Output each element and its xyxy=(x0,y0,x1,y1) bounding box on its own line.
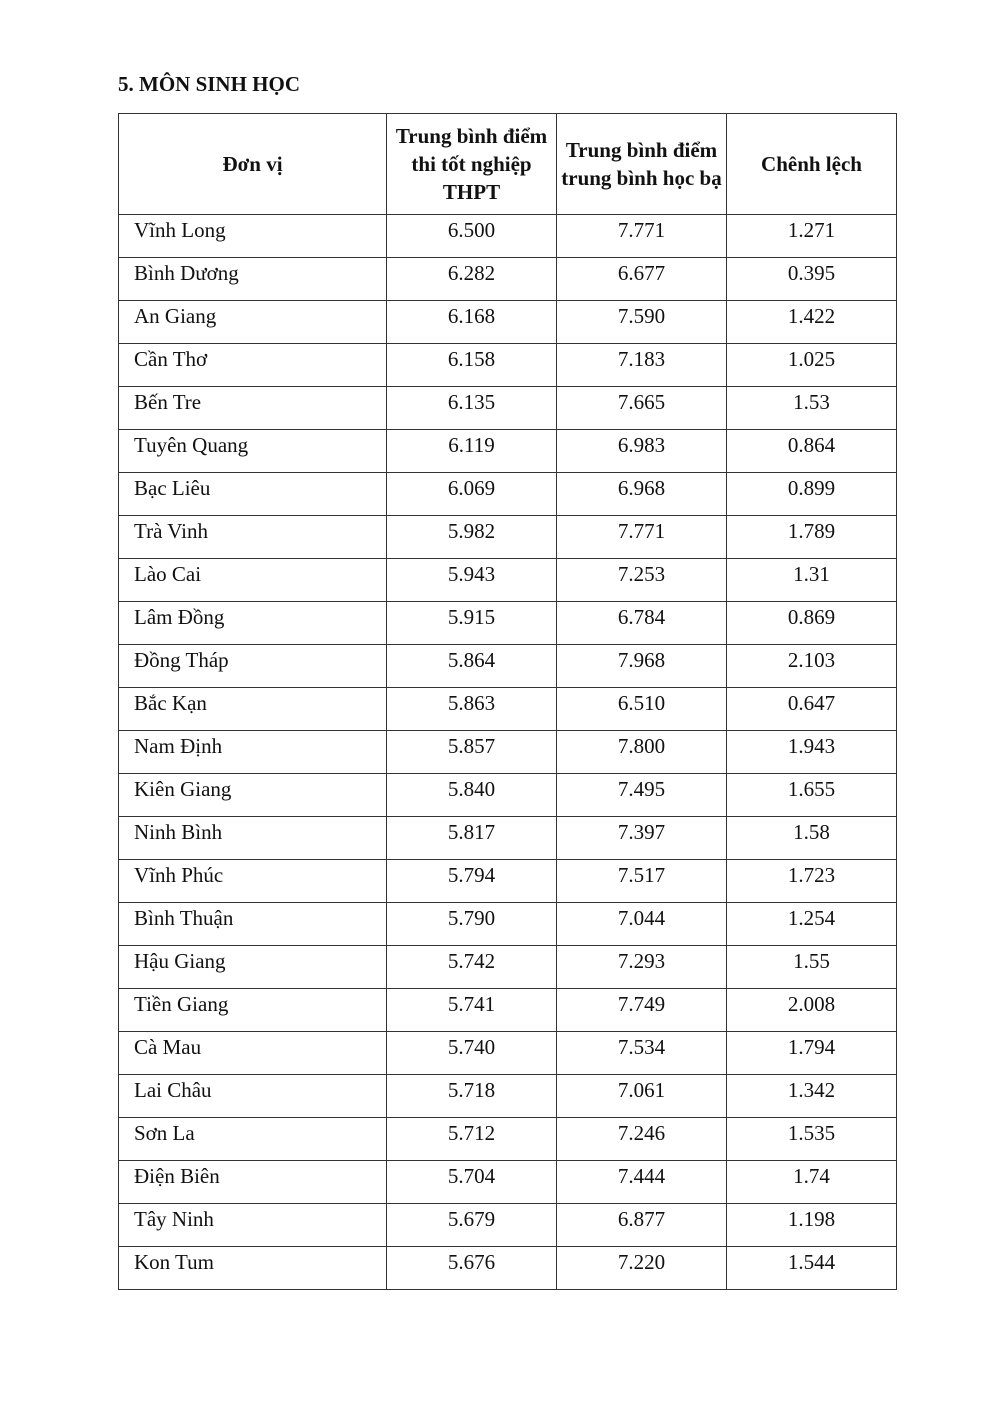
cell-unit: Kiên Giang xyxy=(119,774,387,817)
header-transcript-average: Trung bình điểm trung bình học bạ xyxy=(557,114,727,215)
table-row xyxy=(119,1161,897,1204)
cell-unit: Tây Ninh xyxy=(119,1204,387,1247)
table-row xyxy=(119,1204,897,1247)
cell-difference: 1.198 xyxy=(727,1204,897,1247)
cell-unit: Cần Thơ xyxy=(119,344,387,387)
table-row xyxy=(119,602,897,645)
cell-exam-average: 6.158 xyxy=(387,344,557,387)
cell-exam-average: 5.840 xyxy=(387,774,557,817)
cell-difference: 1.31 xyxy=(727,559,897,602)
cell-difference: 1.58 xyxy=(727,817,897,860)
table-row xyxy=(119,688,897,731)
cell-exam-average: 6.119 xyxy=(387,430,557,473)
cell-transcript-average: 7.495 xyxy=(557,774,727,817)
cell-unit: Điện Biên xyxy=(119,1161,387,1204)
table-row xyxy=(119,258,897,301)
cell-difference: 1.794 xyxy=(727,1032,897,1075)
cell-exam-average: 5.794 xyxy=(387,860,557,903)
cell-transcript-average: 7.771 xyxy=(557,215,727,258)
cell-difference: 2.008 xyxy=(727,989,897,1032)
table-row xyxy=(119,731,897,774)
cell-unit: An Giang xyxy=(119,301,387,344)
cell-exam-average: 5.790 xyxy=(387,903,557,946)
cell-difference: 2.103 xyxy=(727,645,897,688)
cell-transcript-average: 6.677 xyxy=(557,258,727,301)
cell-unit: Vĩnh Long xyxy=(119,215,387,258)
cell-unit: Hậu Giang xyxy=(119,946,387,989)
cell-transcript-average: 6.877 xyxy=(557,1204,727,1247)
cell-exam-average: 5.740 xyxy=(387,1032,557,1075)
cell-unit: Lai Châu xyxy=(119,1075,387,1118)
cell-exam-average: 5.864 xyxy=(387,645,557,688)
cell-exam-average: 5.943 xyxy=(387,559,557,602)
cell-transcript-average: 7.771 xyxy=(557,516,727,559)
cell-exam-average: 5.863 xyxy=(387,688,557,731)
header-row xyxy=(119,114,897,215)
header-difference: Chênh lệch xyxy=(727,114,897,215)
cell-transcript-average: 7.800 xyxy=(557,731,727,774)
cell-transcript-average: 6.983 xyxy=(557,430,727,473)
cell-difference: 1.723 xyxy=(727,860,897,903)
cell-unit: Bình Dương xyxy=(119,258,387,301)
cell-exam-average: 6.135 xyxy=(387,387,557,430)
table-row xyxy=(119,516,897,559)
cell-difference: 1.535 xyxy=(727,1118,897,1161)
table-row xyxy=(119,215,897,258)
table-row xyxy=(119,645,897,688)
cell-difference: 1.254 xyxy=(727,903,897,946)
cell-unit: Bắc Kạn xyxy=(119,688,387,731)
cell-difference: 1.342 xyxy=(727,1075,897,1118)
cell-exam-average: 6.069 xyxy=(387,473,557,516)
table-row xyxy=(119,946,897,989)
cell-unit: Bạc Liêu xyxy=(119,473,387,516)
cell-exam-average: 6.500 xyxy=(387,215,557,258)
cell-transcript-average: 7.293 xyxy=(557,946,727,989)
cell-exam-average: 5.718 xyxy=(387,1075,557,1118)
table-row xyxy=(119,1247,897,1290)
cell-exam-average: 6.168 xyxy=(387,301,557,344)
cell-transcript-average: 7.061 xyxy=(557,1075,727,1118)
table-row xyxy=(119,903,897,946)
table-row xyxy=(119,1075,897,1118)
cell-transcript-average: 7.253 xyxy=(557,559,727,602)
cell-transcript-average: 7.749 xyxy=(557,989,727,1032)
cell-difference: 0.647 xyxy=(727,688,897,731)
table-header xyxy=(119,114,897,215)
section-title: 5. MÔN SINH HỌC xyxy=(118,72,301,96)
table-row xyxy=(119,774,897,817)
table-row xyxy=(119,817,897,860)
cell-exam-average: 5.712 xyxy=(387,1118,557,1161)
cell-transcript-average: 7.444 xyxy=(557,1161,727,1204)
cell-transcript-average: 7.665 xyxy=(557,387,727,430)
cell-transcript-average: 7.517 xyxy=(557,860,727,903)
cell-transcript-average: 7.246 xyxy=(557,1118,727,1161)
table-row xyxy=(119,559,897,602)
table-row xyxy=(119,1118,897,1161)
table-row xyxy=(119,860,897,903)
table-row xyxy=(119,989,897,1032)
table-row xyxy=(119,344,897,387)
cell-difference: 0.899 xyxy=(727,473,897,516)
cell-unit: Tiền Giang xyxy=(119,989,387,1032)
cell-unit: Nam Định xyxy=(119,731,387,774)
score-table xyxy=(118,113,897,1290)
cell-difference: 0.869 xyxy=(727,602,897,645)
cell-unit: Ninh Bình xyxy=(119,817,387,860)
cell-exam-average: 5.742 xyxy=(387,946,557,989)
cell-transcript-average: 7.397 xyxy=(557,817,727,860)
cell-exam-average: 5.817 xyxy=(387,817,557,860)
table-row xyxy=(119,387,897,430)
cell-transcript-average: 6.784 xyxy=(557,602,727,645)
cell-unit: Vĩnh Phúc xyxy=(119,860,387,903)
cell-transcript-average: 7.044 xyxy=(557,903,727,946)
cell-difference: 0.395 xyxy=(727,258,897,301)
table-row xyxy=(119,1032,897,1075)
cell-unit: Cà Mau xyxy=(119,1032,387,1075)
cell-transcript-average: 7.590 xyxy=(557,301,727,344)
table-row xyxy=(119,473,897,516)
cell-unit: Bến Tre xyxy=(119,387,387,430)
cell-transcript-average: 7.534 xyxy=(557,1032,727,1075)
table-row xyxy=(119,430,897,473)
table-row xyxy=(119,301,897,344)
cell-exam-average: 5.741 xyxy=(387,989,557,1032)
cell-unit: Lâm Đồng xyxy=(119,602,387,645)
cell-exam-average: 6.282 xyxy=(387,258,557,301)
cell-unit: Tuyên Quang xyxy=(119,430,387,473)
cell-difference: 1.544 xyxy=(727,1247,897,1290)
cell-exam-average: 5.982 xyxy=(387,516,557,559)
cell-transcript-average: 7.183 xyxy=(557,344,727,387)
cell-exam-average: 5.915 xyxy=(387,602,557,645)
cell-difference: 0.864 xyxy=(727,430,897,473)
cell-difference: 1.789 xyxy=(727,516,897,559)
header-unit: Đơn vị xyxy=(119,114,387,215)
cell-difference: 1.943 xyxy=(727,731,897,774)
cell-transcript-average: 6.968 xyxy=(557,473,727,516)
cell-unit: Trà Vinh xyxy=(119,516,387,559)
cell-unit: Sơn La xyxy=(119,1118,387,1161)
cell-exam-average: 5.679 xyxy=(387,1204,557,1247)
cell-exam-average: 5.704 xyxy=(387,1161,557,1204)
cell-transcript-average: 6.510 xyxy=(557,688,727,731)
cell-difference: 1.025 xyxy=(727,344,897,387)
header-exam-average: Trung bình điểm thi tốt nghiệp THPT xyxy=(387,114,557,215)
cell-transcript-average: 7.220 xyxy=(557,1247,727,1290)
cell-difference: 1.74 xyxy=(727,1161,897,1204)
cell-unit: Đồng Tháp xyxy=(119,645,387,688)
cell-transcript-average: 7.968 xyxy=(557,645,727,688)
cell-difference: 1.55 xyxy=(727,946,897,989)
cell-difference: 1.53 xyxy=(727,387,897,430)
cell-unit: Kon Tum xyxy=(119,1247,387,1290)
cell-unit: Lào Cai xyxy=(119,559,387,602)
cell-unit: Bình Thuận xyxy=(119,903,387,946)
cell-difference: 1.422 xyxy=(727,301,897,344)
cell-difference: 1.271 xyxy=(727,215,897,258)
cell-exam-average: 5.857 xyxy=(387,731,557,774)
cell-difference: 1.655 xyxy=(727,774,897,817)
table-body xyxy=(119,215,897,1290)
cell-exam-average: 5.676 xyxy=(387,1247,557,1290)
